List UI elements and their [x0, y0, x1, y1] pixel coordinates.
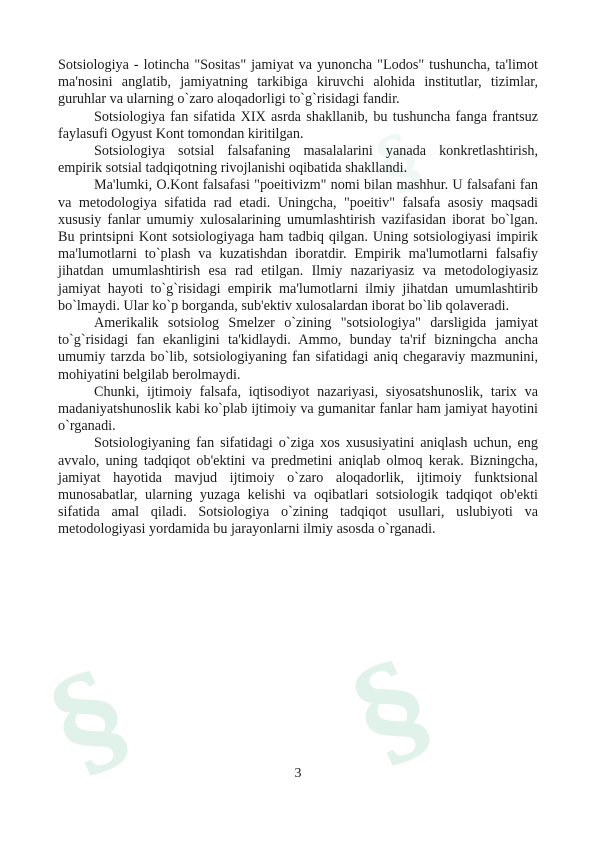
paragraph: Sotsiologiya sotsial falsafaning masalalarini yanada konkretlashtirish, empirik sotsial tadqiqotning rivojlanishi oqibatida shakllandi. [58, 143, 538, 177]
paragraph: Chunki, ijtimoiy falsafa, iqtisodiyot nazariyasi, siyosatshunoslik, tarix va madaniyatshunoslik kabi ko`plab ijtimoiy va gumanitar fanlar ham jamiyat hayotini o`rganadi. [58, 383, 538, 435]
paragraph: Sotsiologiyaning fan sifatidagi o`ziga xos xususiyatini aniqlash uchun, eng avvalo, uning tadqiqot ob'ektini va predmetini aniqlab olmoq kerak. Bizningcha, jamiyat hayotida mavjud ijtimoiy o`zaro aloqadorlik, ijtimoiy funktsional munosabatlar, ularning yuzaga kelishi va oqibatlari sotsiologik tadqiqot ob'ekti sifatida amal qiladi. Sotsiologiya o`zining tadqiqot usullari, uslubiyoti va metodologiyasi yordamida bu jarayonlarni ilmiy asosda o`rganadi. [58, 435, 538, 538]
watermark-logo: § [31, 643, 148, 798]
paragraph: Ma'lumki, O.Kont falsafasi "poeitivizm" nomi bilan mashhur. U falsafani fan va metodologiya sifatida rad etadi. Uningcha, "poeitiv" falsafa asosiy maqsadi xususiy fanlar umumiy xulosalarining umumlashtirish vazifasidan iborat bo`lgan. Bu printsipni Kont sotsiologiyaga ham tadbiq qilgan. Uning sotsiologiyasi impirik ma'lumotlarni to`plash va kuzatishdan iboratdir. Empirik ma'lumotlarni falsafiy jihatdan umumlashtirish esa rad etilgan. Ilmiy nazariyasiz va metodologiyasiz jamiyat hayoti to`g`risidagi empirik ma'lumotlarni ilmiy jihatdan umumlashtirib bo`lmaydi. Ular ko`p borganda, sub'ektiv xulosalardan iborat bo`lib qolaveradi. [58, 177, 538, 314]
watermark-logo: § [333, 633, 450, 788]
body-text [58, 57, 538, 539]
page-number: 3 [294, 766, 302, 781]
paragraph: Sotsiologiya - lotincha "Sositas" jamiyat va yunoncha "Lodos" tushuncha, ta'limot ma'nosini anglatib, jamiyatning tarkibiga kiruvchi alohida institutlar, tizimlar, guruhlar va ularning o`zaro aloqadorligi to`g`risidagi fandir. [58, 57, 538, 108]
watermark-logo: § [364, 116, 433, 207]
paragraph: Sotsiologiya fan sifatida XIX asrda shakllanib, bu tushuncha fanga frantsuz faylasufi Ogyust Kont tomondan kiritilgan. [58, 108, 538, 142]
paragraph: Amerikalik sotsiolog Smelzer o`zining "sotsiologiya" darsligida jamiyat to`g`risidagi fan ekanligini ta'kidlaydi. Ammo, bunday ta'rif bizningcha ancha umumiy tarzda bo`lib, sotsiologiyaning fan sifatidagi aniq chegaraviy mazmunini, mohiyatini belgilab berolmaydi. [58, 315, 538, 383]
